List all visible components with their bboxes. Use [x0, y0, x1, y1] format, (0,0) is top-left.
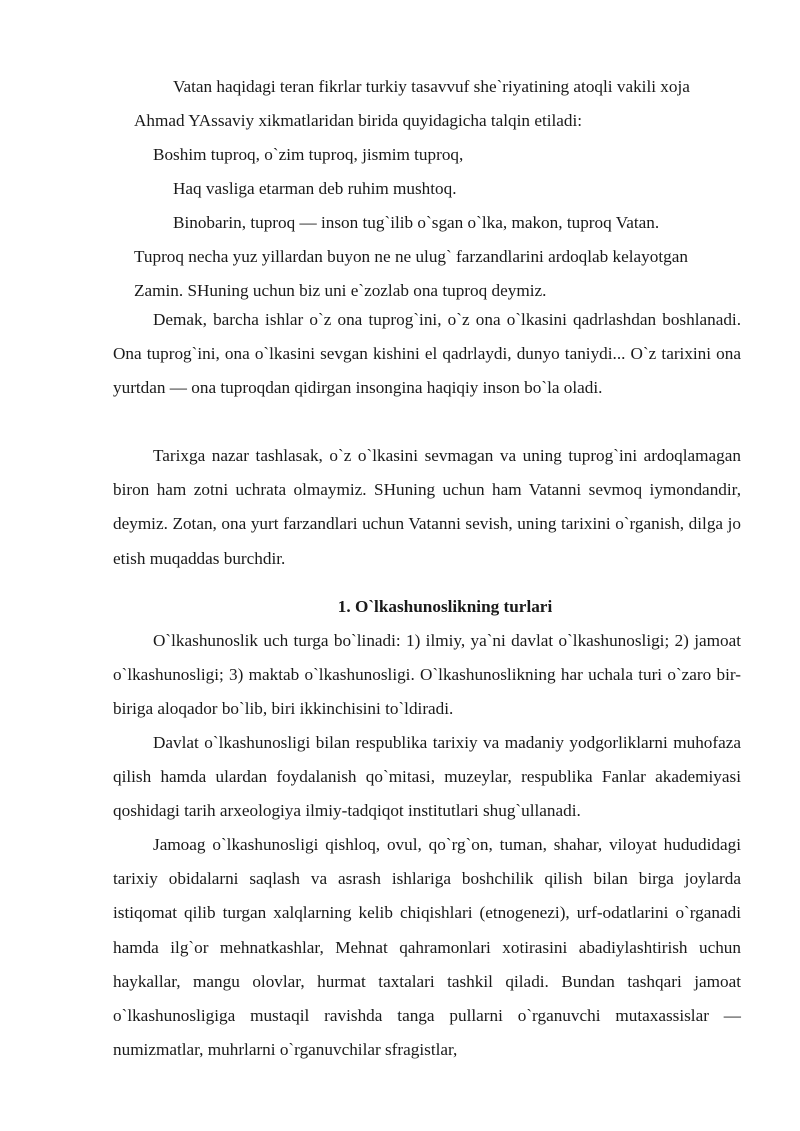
paragraph-jamoat: Jamoag o`lkashunosligi qishloq, ovul, qo`rg`on, tuman, shahar, viloyat hududidagi tarixiy obidalarni saqlash va asrash ishlariga boshchilik qilish bilan birga joylarda istiqomat qilib turgan xalqlarning kelib chiqishlari (etnogenezi), urf-odatlarini o`rganadi hamda ilg`or mehnatkashlar, Mehnat qahramonlari xotirasini abadiylashtirish uchun haykallar, mangu olovlar, hurmat taxtalari tashkil qiladi. Bundan tashqari jamoat o`lkashunosligiga mustaqil ravishda tanga pullarni o`rganuvchi mutaxassislar — numizmatlar, muhrlarni o`rganuvchilar sfragistlar, [113, 835, 741, 1060]
explanation-line-2: Tuproq necha yuz yillardan buyon ne ne ulug` farzandlarini ardoqlab kelayotgan [134, 247, 688, 266]
paragraph-olkashunoslik-turlari: O`lkashunoslik uch turga bo`linadi: 1) ilmiy, ya`ni davlat o`lkashunosligi; 2) jamoat o`lkashunosligi; 3) maktab o`lkashunosligi. O`lkashunoslikning har uchala turi o`zaro bir-biriga aloqador bo`lib, biri ikkinchisini to`ldiradi. [113, 631, 741, 719]
paragraph-tarixga: Tarixga nazar tashlasak, o`z o`lkasini sevmagan va uning tuprog`ini ardoqlamagan biron ham zotni uchrata olmaymiz. SHuning uchun ham Vatanni sevmoq iymondandir, deymiz. Zotan, ona yurt farzandlari uchun Vatanni sevish, uning tarixini o`rganish, dilga jo etish muqaddas burchdir. [113, 446, 741, 568]
explanation-line-3: Zamin. SHuning uchun biz uni e`zozlab ona tuproq deymiz. [134, 281, 547, 300]
explanation-line-1: Binobarin, tuproq — inson tug`ilib o`sgan o`lka, makon, tuproq Vatan. [173, 213, 660, 232]
intro-line-2: Ahmad YAssaviy xikmatlaridan birida quyidagicha talqin etiladi: [134, 111, 583, 130]
section-heading: 1. O`lkashunoslikning turlari [337, 597, 553, 616]
paragraph-davlat: Davlat o`lkashunosligi bilan respublika tarixiy va madaniy yodgorliklarni muhofaza qilish hamda ulardan foydalanish qo`mitasi, muzeylar, respublika Fanlar akademiyasi qoshidagi tarih arxeologiya ilmiy-tadqiqot institutlari shug`ullanadi. [113, 733, 741, 821]
poem-line-1: Boshim tuproq, o`zim tuproq, jismim tuproq, [153, 145, 464, 164]
paragraph-demak: Demak, barcha ishlar o`z ona tuprog`ini, o`z ona o`lkasini qadrlashdan boshlanadi. Ona tuprog`ini, ona o`lkasini sevgan kishini el qadrlaydi, dunyo taniydi... O`z tarixini ona yurtdan — ona tuproqdan qidirgan insongina haqiqiy inson bo`la oladi. [113, 310, 741, 398]
poem-line-2: Haq vasliga etarman deb ruhim mushtoq. [173, 179, 457, 198]
intro-line-1: Vatan haqidagi teran fikrlar turkiy tasavvuf she`riyatining atoqli vakili xoja [173, 77, 690, 96]
